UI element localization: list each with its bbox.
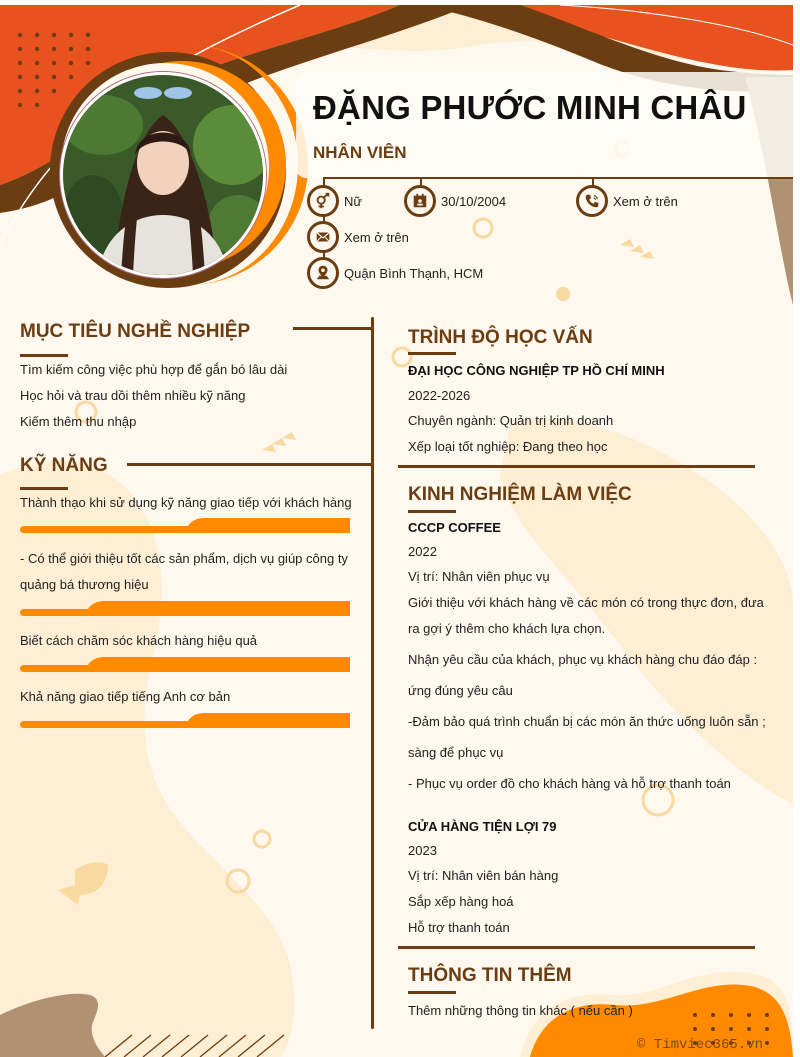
gender-value: Nữ — [344, 194, 363, 209]
job-description: ứng đúng yêu câu — [408, 683, 513, 698]
candidate-role: NHÂN VIÊN — [313, 143, 407, 162]
job-description: ra gợi ý thêm cho khách lựa chọn. — [408, 621, 606, 636]
title-underline — [408, 510, 456, 513]
email-icon — [307, 221, 339, 253]
job-year: 2022 — [408, 544, 437, 559]
profile-photo — [60, 72, 266, 278]
location-icon — [307, 257, 339, 289]
objective-item: Học hỏi và trau dồi thêm nhiều kỹ năng — [20, 388, 246, 403]
job-description: Sắp xếp hàng hoá — [408, 894, 514, 909]
title-underline — [20, 354, 68, 357]
watermark: © Timviec365.vn — [637, 1037, 764, 1053]
section-rule — [293, 327, 373, 330]
skill-label: Biết cách chăm sóc khách hàng hiệu quả — [20, 633, 258, 648]
skill-label: - Có thể giới thiệu tốt các sản phẩm, dịch vụ giúp công ty — [20, 551, 348, 566]
candidate-name: ĐẶNG PHƯỚC MINH CHÂU — [313, 89, 747, 126]
gender-icon — [307, 185, 339, 217]
job-description: Giới thiệu với khách hàng về các món có trong thực đơn, đưa — [408, 595, 764, 610]
birthday-value: 30/10/2004 — [441, 194, 507, 209]
phone-value: Xem ở trên — [613, 194, 678, 209]
skill-level-bar — [20, 518, 350, 533]
job-company: CCCP COFFEE — [408, 520, 501, 535]
objective-item: Kiếm thêm thu nhập — [20, 414, 137, 429]
education-period: 2022-2026 — [408, 388, 471, 403]
job-description: Nhận yêu cầu của khách, phục vụ khách hàng chu đáo đáp : — [408, 652, 758, 667]
skills-title: KỸ NĂNG — [20, 455, 108, 476]
phone-icon — [576, 185, 608, 217]
skill-label: Khả năng giao tiếp tiếng Anh cơ bản — [20, 689, 231, 704]
job-position: Vị trí: Nhân viên bán hàng — [408, 868, 559, 883]
section-rule — [398, 946, 755, 949]
education-school: ĐẠI HỌC CÔNG NGHIỆP TP HỒ CHÍ MINH — [408, 363, 665, 378]
education-major: Chuyên ngành: Quản trị kinh doanh — [408, 413, 614, 428]
education-title: TRÌNH ĐỘ HỌC VẤN — [408, 327, 593, 348]
objective-item: Tìm kiếm công việc phù hợp để gắn bó lâu dài — [20, 362, 288, 377]
title-underline — [408, 352, 456, 355]
profile-photo-frame — [55, 67, 271, 277]
skill-level-bar — [20, 601, 350, 616]
column-divider — [371, 317, 374, 1029]
skill-level-bar — [20, 657, 350, 672]
extra-title: THÔNG TIN THÊM — [408, 965, 572, 986]
title-underline — [20, 487, 68, 490]
job-description: sàng để phục vụ — [408, 745, 504, 760]
skill-label: quảng bá thương hiệu — [20, 577, 149, 592]
job-description: -Đảm bảo quá trình chuẩn bị các món ăn thức uống luôn sẵn ; — [408, 714, 766, 729]
experience-title: KINH NGHIỆM LÀM VIỆC — [408, 484, 632, 505]
email-value: Xem ở trên — [344, 230, 409, 245]
job-position: Vị trí: Nhân viên phục vụ — [408, 569, 550, 584]
title-underline — [408, 991, 456, 994]
job-description: Hỗ trợ thanh toán — [408, 920, 510, 935]
education-grade: Xếp loại tốt nghiệp: Đang theo học — [408, 439, 608, 454]
skill-level-bar — [20, 713, 350, 728]
section-rule — [127, 463, 373, 466]
section-rule — [398, 465, 755, 468]
job-company: CỬA HÀNG TIỆN LỢI 79 — [408, 819, 557, 834]
address-value: Quận Bình Thạnh, HCM — [344, 266, 484, 281]
contact-connector — [323, 177, 793, 179]
calendar-icon — [404, 185, 436, 217]
job-description: - Phục vụ order đồ cho khách hàng và hỗ trợ thanh toán — [408, 776, 731, 791]
extra-text: Thêm những thông tin khác ( nếu cần ) — [408, 1003, 633, 1018]
cv-page — [0, 5, 793, 1057]
job-year: 2023 — [408, 843, 437, 858]
skill-label: Thành thạo khi sử dụng kỹ năng giao tiếp với khách hàng — [20, 495, 352, 510]
objective-title: MỤC TIÊU NGHỀ NGHIỆP — [20, 321, 251, 342]
